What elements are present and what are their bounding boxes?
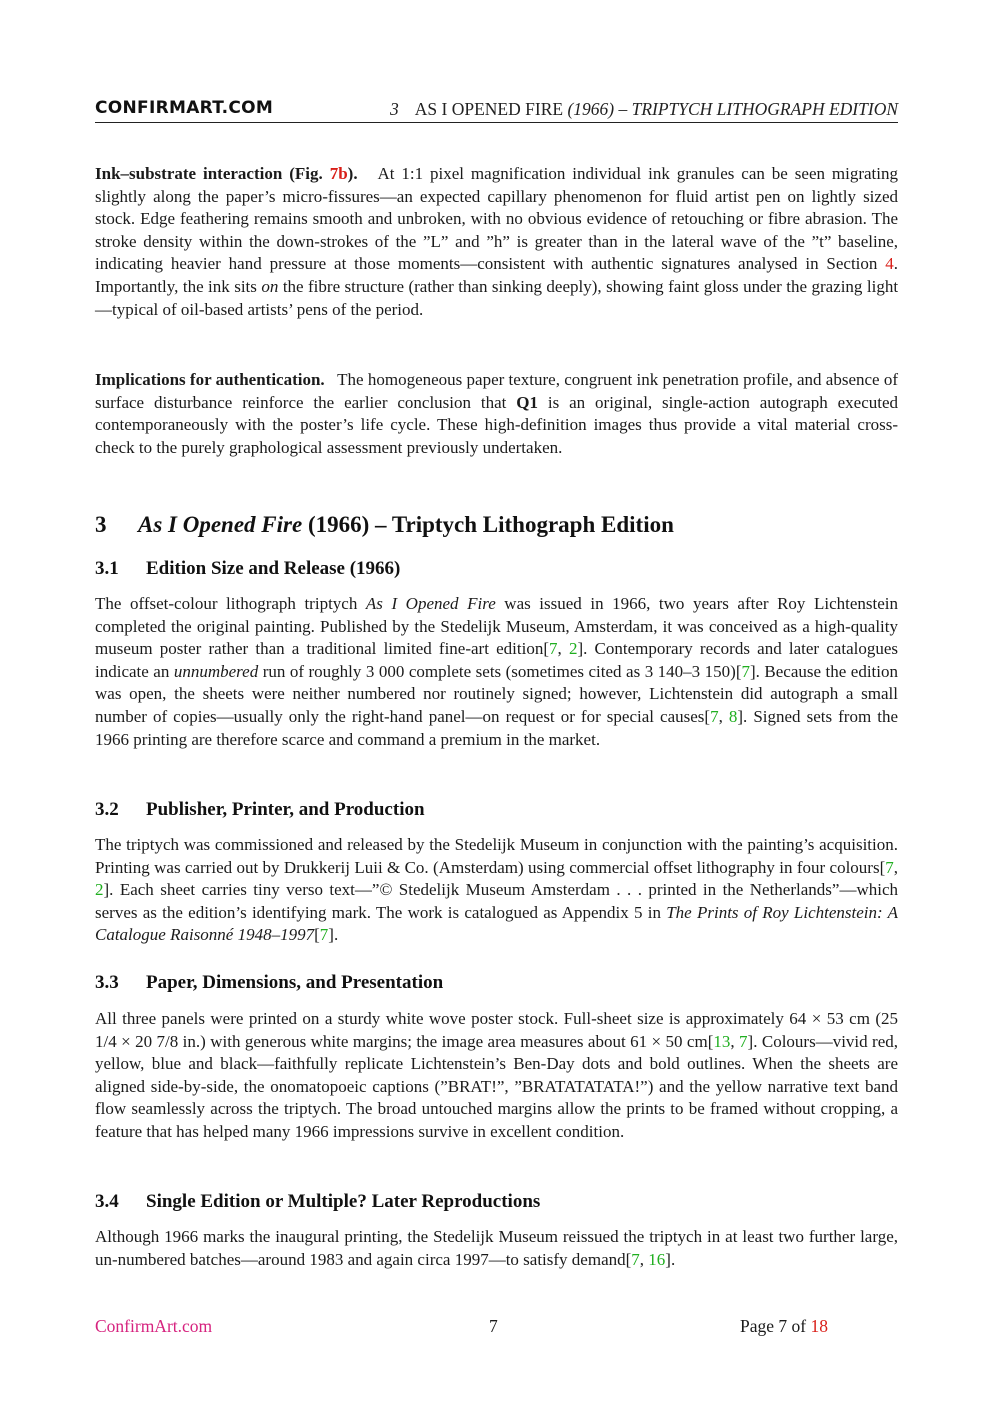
subsection-heading-3-1: 3.1 Edition Size and Release (1966) — [95, 558, 401, 579]
paragraph-lead: Implications for authentication. — [95, 370, 325, 389]
paragraph-implications: Implications for authentication. The homogeneous paper texture, congruent ink penetration profile, and absence of surface disturbance reinforce the earlier conclusion that Q1 is an original, single-action autograph executed contemporaneously with the poster’s life cycle. These high-definition images thus provide a vital material cross-check to the purely graphological assessment previously undertaken. — [95, 370, 899, 457]
citation-link[interactable]: 7 — [631, 1249, 640, 1269]
footer-site-link[interactable]: ConfirmArt.com — [95, 1316, 213, 1336]
paragraph-paper-dimensions: All three panels were printed on a sturdy white wove poster stock. Full-sheet size is approximately 64 × 53 cm (25 1/4 × 20 7/8 in.) with generous white margins; the image area measures about 61 × 50 cm[13, 7]. Colours—vivid red, yellow, blue and black—faithfully replicate Lichtenstein’s Ben-Day dots and bold outlines. When the sheets are aligned side-by-side, the onomatopoeic captions (”BRAT!”, ”BRATATATATA!”) and the yellow narrative text band flow seamlessly across the triptych. The broad untouched margins allow the prints to be framed without cropping, a feature that has helped many 1966 impressions survive in excellent condition. — [95, 1009, 899, 1141]
citation-link[interactable]: 7 — [741, 661, 750, 681]
footer-page-of: Page 7 of 18 — [740, 1316, 828, 1336]
citation-link[interactable]: 8 — [728, 706, 738, 726]
paragraph-ink-substrate: Ink–substrate interaction (Fig. 7b). At 1:1 pixel magnification individual ink granules can be seen migrating slightly along the paper’s micro-fissures—an expected capillary phenomenon for fluid artist pen on lightly sized stock. Edge feathering remains smooth and unbroken, with no obvious evidence of retouching or fibre abrasion. The stroke density within the down-strokes of the ”L” and ”h” is greater than in the lateral wave of the ”t” baseline, indicating heavier hand pressure at those moments—consistent with authentic signatures analysed in Section 4. Importantly, the ink sits on the fibre structure (rather than sinking deeply), showing faint gloss under the grazing light—typical of oil-based artists’ pens of the period. — [95, 164, 899, 319]
paragraph-publisher: The triptych was commissioned and released by the Stedelijk Museum in conjunction with the painting’s acquisition. Printing was carried out by Drukkerij Luii & Co. (Amsterdam) using commercial offset lithography in four colours[7, 2]. Each sheet carries tiny verso text—”© Stedelijk Museum Amsterdam . . . printed in the Netherlands”—which serves as the edition’s identifying mark. The work is catalogued as Appendix 5 in The Prints of Roy Lichtenstein: A Catalogue Raisonné 1948–1997[7]. — [95, 835, 899, 945]
figure-ref-link[interactable]: 7b — [329, 164, 348, 183]
section-ref-link[interactable]: 4 — [885, 254, 894, 274]
running-head-title — [390, 99, 898, 120]
paragraph-lead: Ink–substrate interaction (Fig. 7b). — [95, 164, 358, 183]
citation-link[interactable]: 16 — [648, 1249, 666, 1269]
subsection-heading-3-4: 3.4 Single Edition or Multiple? Later Reproductions — [95, 1191, 541, 1212]
citation-link[interactable]: 7 — [549, 639, 558, 659]
citation-link[interactable]: 13 — [713, 1031, 731, 1051]
citation-link[interactable]: 7 — [885, 857, 894, 877]
citation-link[interactable]: 7 — [319, 925, 329, 945]
running-head-title-a: AS I OPENED FIRE — [414, 99, 564, 119]
running-head-title-b: (1966) – TRIPTYCH LITHOGRAPH EDITION — [567, 99, 898, 119]
subsection-heading-3-3: 3.3 Paper, Dimensions, and Presentation — [95, 972, 444, 993]
site-logo[interactable]: CONFIRMART.COM — [95, 98, 274, 118]
footer-page-number: 7 — [489, 1316, 498, 1336]
running-head-section-number: 3 — [390, 99, 399, 119]
footer-total-pages-link[interactable]: 18 — [810, 1316, 828, 1336]
running-header — [95, 96, 898, 123]
citation-link[interactable]: 2 — [95, 880, 104, 900]
citation-link[interactable]: 7 — [739, 1031, 748, 1051]
citation-link[interactable]: 7 — [710, 706, 719, 726]
subsection-heading-3-2: 3.2 Publisher, Printer, and Production — [95, 799, 425, 820]
paragraph-later-reproductions: Although 1966 marks the inaugural printing, the Stedelijk Museum reissued the triptych in at least two further large, un-numbered batches—around 1983 and again circa 1997—to satisfy demand[7, 16]. — [95, 1227, 898, 1269]
paragraph-edition-size: The offset-colour lithograph triptych As I Opened Fire was issued in 1966, two years after Roy Lichtenstein completed the original painting. Published by the Stedelijk Museum, Amsterdam, it was conceived as a high-quality museum poster rather than a traditional limited fine-art edition[7, 2]. Contemporary records and later catalogues indicate an unnumbered run of roughly 3 000 complete sets (sometimes cited as 3 140–3 150)[7]. Because the edition was open, the sheets were neither numbered nor routinely signed; however, Lichtenstein did autograph a small number of copies—usually only the right-hand panel—on request or for special causes[7, 8]. Signed sets from the 1966 printing are therefore scarce and command a premium in the market. — [95, 594, 899, 749]
citation-link[interactable]: 2 — [568, 639, 578, 659]
section-heading-3: 3 As I Opened Fire (1966) – Triptych Lithograph Edition — [95, 512, 674, 537]
